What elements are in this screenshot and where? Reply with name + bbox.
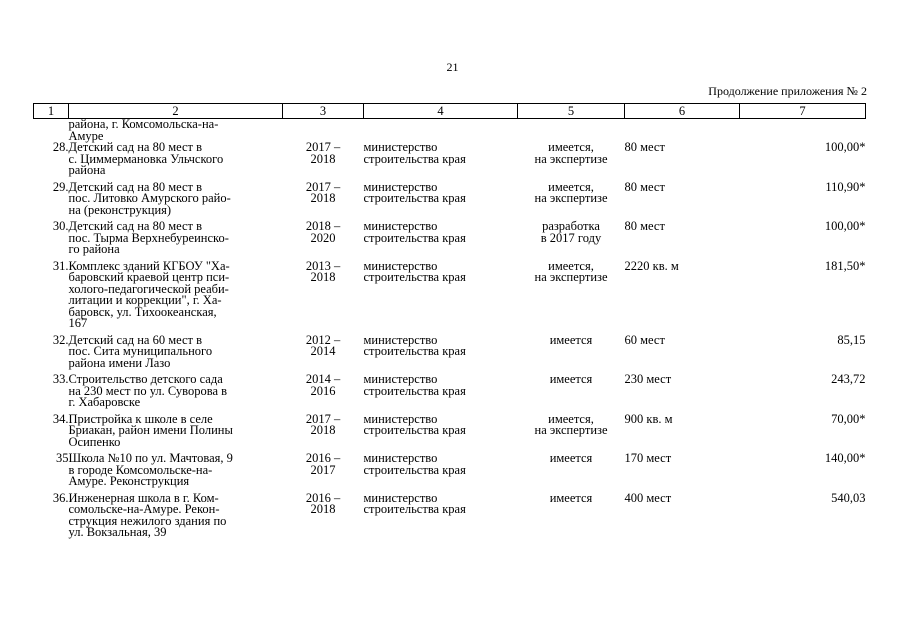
continued-name-line: Амуре xyxy=(68,128,104,143)
object-name-line: с. Циммермановка Ульчского xyxy=(68,151,224,166)
years-line: 2018 – xyxy=(305,219,341,233)
amount-cell: 140,00* xyxy=(824,451,866,465)
responsible-cell xyxy=(363,411,518,454)
object-name-line: Амуре. Реконструкция xyxy=(68,474,190,488)
appendix-continuation-note: Продолжение приложения № 2 xyxy=(708,84,867,98)
object-name-line: ул. Вокзальная, 39 xyxy=(68,525,167,539)
object-name-line: баровский краевой центр пси- xyxy=(68,270,230,284)
responsible-cell xyxy=(363,258,518,335)
responsible-line: строительства края xyxy=(363,462,466,477)
column-header-4: 4 xyxy=(364,104,518,119)
responsible-line: строительства края xyxy=(363,230,466,245)
table-row xyxy=(34,374,866,414)
object-name-line: сомольске-на-Амуре. Рекон- xyxy=(68,502,220,516)
years-line: 2016 xyxy=(310,383,336,398)
years-cell xyxy=(283,374,364,414)
years-cell xyxy=(283,490,364,544)
responsible-line: министерство xyxy=(363,372,438,386)
table-row xyxy=(34,221,866,261)
object-name-line: пос. Сита муниципального xyxy=(68,344,213,358)
column-header-3: 3 xyxy=(283,104,364,119)
capacity-cell: 230 мест xyxy=(624,372,672,386)
column-header-1: 1 xyxy=(34,104,69,119)
documentation-cell xyxy=(518,221,625,261)
responsible-cell xyxy=(363,332,518,375)
years-cell xyxy=(283,411,364,454)
responsible-line: министерство xyxy=(363,332,438,347)
object-name-line: в городе Комсомольске-на- xyxy=(68,462,213,477)
documentation-cell xyxy=(518,179,625,222)
documentation-line: имеется xyxy=(549,490,593,505)
table-body xyxy=(34,119,866,544)
row-number: 28. xyxy=(52,140,69,154)
object-name-cell xyxy=(68,490,283,544)
table-row xyxy=(34,493,866,544)
object-name-cell xyxy=(69,142,283,182)
object-name-line: Школа №10 по ул. Мачтовая, 9 xyxy=(68,451,233,465)
years-line: 2014 – xyxy=(305,372,341,386)
appendix-table xyxy=(33,103,866,544)
object-name-line: пос. Тырма Верхнебуреинско- xyxy=(68,230,229,245)
row-number: 31. xyxy=(52,258,69,273)
column-header-7: 7 xyxy=(740,104,866,119)
years-cell xyxy=(283,221,364,261)
object-name-line: Детский сад на 60 мест в xyxy=(68,332,202,347)
column-header-5: 5 xyxy=(518,104,625,119)
documentation-line: на экспертизе xyxy=(534,191,608,205)
years-line: 2013 – xyxy=(305,258,341,273)
column-header-6: 6 xyxy=(625,104,740,119)
object-name-cell xyxy=(68,411,283,454)
object-name-line: Бриакан, район имени Полины xyxy=(68,423,233,437)
documentation-line: имеется, xyxy=(548,411,594,426)
object-name-line: литации и коррекции", г. Ха- xyxy=(68,293,222,307)
continued-num-cell xyxy=(34,119,69,143)
years-line: 2018 xyxy=(310,423,336,437)
table-row xyxy=(34,453,866,493)
object-name-cell xyxy=(69,453,283,493)
years-cell xyxy=(283,142,364,182)
table-row xyxy=(34,261,866,335)
responsible-line: министерство xyxy=(363,179,438,194)
responsible-line: министерство xyxy=(363,451,438,465)
amount-cell: 540,03 xyxy=(831,490,866,505)
object-name-line: го района xyxy=(68,242,120,256)
amount-cell: 100,00* xyxy=(824,140,866,154)
documentation-line: имеется xyxy=(549,372,593,386)
object-name-line: Детский сад на 80 мест в xyxy=(68,219,202,233)
responsible-cell xyxy=(364,453,518,493)
object-name-line: Инженерная школа в г. Ком- xyxy=(68,490,219,505)
amount-cell: 181,50* xyxy=(824,258,866,273)
capacity-cell: 80 мест xyxy=(624,219,665,233)
years-line: 2018 xyxy=(310,191,336,205)
years-cell xyxy=(283,258,364,335)
responsible-line: строительства края xyxy=(363,383,466,398)
amount-cell: 100,00* xyxy=(824,219,866,233)
object-name-line: Пристройка к школе в селе xyxy=(68,411,213,426)
object-name-line: на (реконструкция) xyxy=(68,202,172,217)
object-name-line: г. Хабаровске xyxy=(68,395,141,409)
years-line: 2016 – xyxy=(305,490,341,505)
table-row xyxy=(34,414,866,454)
years-line: 2017 – xyxy=(305,179,341,194)
row-number: 34. xyxy=(52,411,69,426)
documentation-line: имеется, xyxy=(548,179,594,194)
responsible-line: строительства края xyxy=(363,344,466,358)
capacity-cell: 2220 кв. м xyxy=(624,258,679,273)
object-name-line: Детский сад на 80 мест в xyxy=(68,179,202,194)
responsible-cell xyxy=(363,179,518,222)
years-line: 2017 xyxy=(310,462,336,477)
row-number: 30. xyxy=(52,219,69,233)
years-line: 2012 – xyxy=(305,332,341,347)
row-number: 35 xyxy=(56,451,69,465)
documentation-cell xyxy=(518,490,625,544)
object-name-line: района xyxy=(68,163,106,177)
documentation-cell xyxy=(518,411,625,454)
documentation-cell xyxy=(518,374,625,414)
years-line: 2018 xyxy=(310,502,336,516)
page-number: 21 xyxy=(446,60,459,74)
documentation-line: имеется xyxy=(549,451,593,465)
responsible-line: строительства края xyxy=(363,270,466,284)
object-name-cell xyxy=(69,374,283,414)
capacity-cell: 60 мест xyxy=(624,332,665,347)
object-name-line: холого-педагогической реаби- xyxy=(68,281,229,296)
capacity-cell: 80 мест xyxy=(624,140,665,154)
amount-cell: 70,00* xyxy=(831,411,866,426)
object-name-line: 167 xyxy=(68,316,88,330)
object-name-line: Комплекс зданий КГБОУ "Ха- xyxy=(68,258,230,273)
row-number: 36. xyxy=(52,490,69,505)
row-number: 32. xyxy=(52,332,69,347)
years-line: 2018 xyxy=(310,151,336,166)
years-cell xyxy=(283,332,364,375)
table-row xyxy=(34,182,866,222)
years-cell xyxy=(283,453,364,493)
amount-cell: 243,72 xyxy=(831,372,866,386)
responsible-cell xyxy=(364,374,518,414)
years-cell xyxy=(283,179,364,222)
object-name-cell xyxy=(68,258,283,335)
object-name-line: Детский сад на 80 мест в xyxy=(68,140,202,154)
capacity-cell: 900 кв. м xyxy=(624,411,673,426)
column-header-2: 2 xyxy=(69,104,283,119)
responsible-line: строительства края xyxy=(363,423,466,437)
years-line: 2017 – xyxy=(305,411,341,426)
row-number: 29. xyxy=(52,179,69,194)
documentation-line: на экспертизе xyxy=(534,423,608,437)
documentation-line: на экспертизе xyxy=(534,270,608,284)
responsible-cell xyxy=(364,221,518,261)
continued-row xyxy=(34,119,866,143)
years-line: 2020 xyxy=(310,230,336,245)
documentation-line: имеется, xyxy=(548,258,594,273)
responsible-line: строительства края xyxy=(363,151,466,166)
documentation-cell xyxy=(518,258,625,335)
row-number: 33. xyxy=(52,372,69,386)
continued-name-cell xyxy=(69,119,283,143)
object-name-cell xyxy=(69,221,283,261)
responsible-line: строительства края xyxy=(363,502,466,516)
documentation-line: имеется, xyxy=(548,140,594,154)
documentation-line: в 2017 году xyxy=(540,230,602,245)
years-line: 2017 – xyxy=(305,140,341,154)
documentation-line: на экспертизе xyxy=(534,151,608,166)
continued-name-line: района, г. Комсомольска-на- xyxy=(68,117,219,131)
object-name-line: Осипенко xyxy=(68,434,121,449)
capacity-cell: 400 мест xyxy=(624,490,672,505)
object-name-cell xyxy=(68,332,283,375)
responsible-cell xyxy=(364,142,518,182)
object-name-line: на 230 мест по ул. Суворова в xyxy=(68,383,228,398)
documentation-cell xyxy=(518,453,625,493)
capacity-cell: 170 мест xyxy=(624,451,672,465)
table-row xyxy=(34,142,866,182)
responsible-line: министерство xyxy=(363,140,438,154)
amount-cell: 85,15 xyxy=(837,332,866,347)
table-row xyxy=(34,335,866,375)
amount-cell: 110,90* xyxy=(825,179,866,194)
responsible-line: министерство xyxy=(363,258,438,273)
years-line: 2018 xyxy=(310,270,336,284)
continued-empty-cell xyxy=(283,119,866,143)
responsible-line: министерство xyxy=(363,411,438,426)
object-name-line: Строительство детского сада xyxy=(68,372,223,386)
years-line: 2014 xyxy=(310,344,336,358)
capacity-cell: 80 мест xyxy=(624,179,665,194)
object-name-line: района имени Лазо xyxy=(68,355,171,370)
responsible-cell xyxy=(363,490,518,544)
object-name-line: струкция нежилого здания по xyxy=(68,513,227,528)
responsible-line: министерство xyxy=(363,490,438,505)
responsible-line: строительства края xyxy=(363,191,466,205)
responsible-line: министерство xyxy=(363,219,438,233)
documentation-line: разработка xyxy=(542,219,600,233)
object-name-cell xyxy=(68,179,283,222)
years-line: 2016 – xyxy=(305,451,341,465)
object-name-line: баровск, ул. Тихоокеанская, xyxy=(68,304,217,319)
documentation-cell xyxy=(518,332,625,375)
documentation-line: имеется xyxy=(549,332,593,347)
documentation-cell xyxy=(518,142,625,182)
object-name-line: пос. Литовко Амурского райо- xyxy=(68,191,231,205)
